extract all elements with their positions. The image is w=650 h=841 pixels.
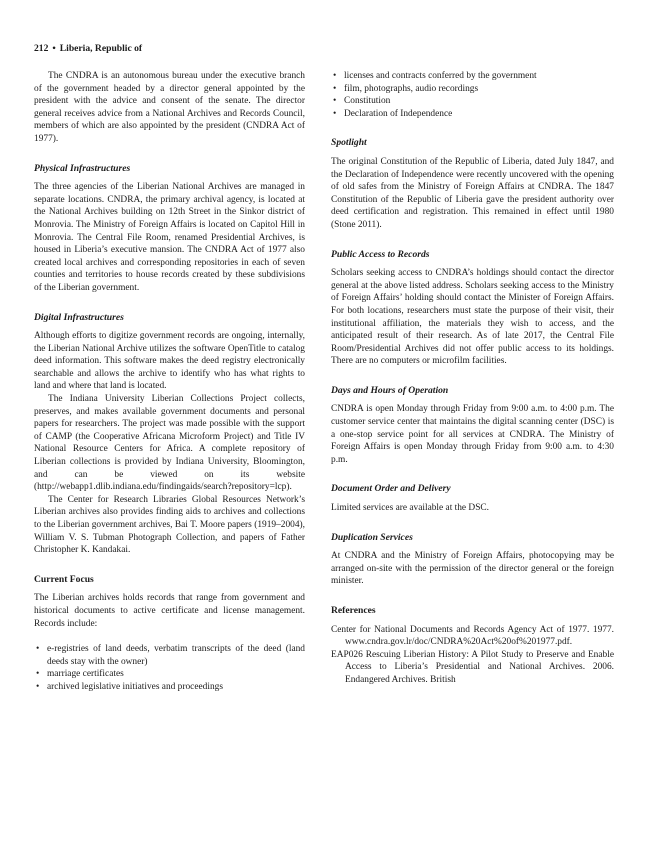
right-column	[331, 70, 614, 687]
physical-infrastructures-heading: Physical Infrastructures	[34, 162, 131, 174]
digital-paragraph-2: The Indiana University Liberian Collections Project collects, preserves, and makes available government documents and personal papers for researchers. The project was made possible with the support of CAMP (the Cooperative Africana Microform Project) and Title IV National Resource Centers for Africa. A complete repository of Liberian collections is provided by Indiana University, Bloomington, and can be viewed on its website (http://webapp1.dlib.indiana.edu/findingaids/search?repository=lcp).	[34, 394, 305, 493]
document-order-body: Limited services are available at the DSC.	[331, 503, 490, 514]
left-column	[34, 70, 305, 694]
current-focus-body: The Liberian archives holds records that range from government and historical documents to active certificate and license management. Records include:	[34, 593, 305, 629]
references-heading: References	[331, 605, 376, 616]
spotlight-heading: Spotlight	[331, 137, 367, 149]
document-order-heading: Document Order and Delivery	[331, 483, 451, 495]
public-access-body: Scholars seeking access to CNDRA’s holdings should contact the director general at the above listed address. Scholars seeking access to the Ministry of Foreign Affairs’ holding should contact the Minister of Foreign Affairs. For both locations, researchers must state the purpose of their visit, their institutional affiliation, the materials they wish to access, and the anticipated result of their research. As of late 2017, the Central File Room/Presidential Archives did not offer public access to its holdings. There are no computers or microfilm facilities.	[331, 268, 614, 367]
reference-entry: Center for National Documents and Records Agency Act of 1977. 1977. www.cndra.gov.lr/doc/CNDRA%20Act%20of%201977.pdf.	[331, 624, 614, 648]
list-item: • Constitution	[333, 96, 391, 107]
duplication-body: At CNDRA and the Ministry of Foreign Affairs, photocopying may be arranged on-site with the permission of the director general or the foreign minister.	[331, 551, 614, 587]
spotlight-body: The original Constitution of the Republic of Liberia, dated July 1847, and the Declaration of Independence were recently uncovered with the opening of old safes from the Ministry of Foreign Affairs at CNDRA. The 1847 Constitution of the Republic of Liberia gave the president authority over deed certification and registration. This remained in effect until 1980 (Stone 2011).	[331, 156, 614, 230]
list-item: • licenses and contracts conferred by the government	[333, 71, 537, 81]
running-title: Liberia, Republic of	[59, 43, 143, 54]
list-item: • archived legislative initiatives and proceedings	[36, 681, 223, 692]
physical-infrastructures-body: The three agencies of the Liberian National Archives are managed in separate locations. CNDRA, the primary archival agency, is located at the National Archives building on 12th Street in the Sinkor district of Monrovia. The Ministry of Foreign Affairs is located on Capitol Hill in Monrovia. The Central File Room, renamed Presidential Archives, is housed in Liberia’s executive mansion. The CNDRA Act of 1977 also created local archives and corresponding repositories in each of seven counties and territories to house records created by these subdivisions of the Liberian government.	[34, 182, 305, 293]
digital-infrastructures-heading: Digital Infrastructures	[34, 311, 124, 323]
digital-paragraph-1: Although efforts to digitize government records are ongoing, internally, the Liberian National Archive utilizes the software OpenTitle to catalog deed information. This software makes the deed registry electronically searchable and allows the archive to identify who has what rights to land and where that land is located.	[34, 331, 305, 392]
list-item: • Declaration of Independence	[333, 108, 453, 119]
digital-paragraph-3: The Center for Research Libraries Global Resources Network’s Liberian archives also provides finding aids to archives and collections to the Liberian government archives, Bai T. Moore papers (1919–2004), William V. S. Tubman Photograph Collection, and papers of Father Christopher K. Kandakai.	[34, 494, 305, 556]
reference-entry: EAP026 Rescuing Liberian History: A Pilot Study to Preserve and Enable Access to Liberia’s Presidential and National Archives. 2006. Endangered Archives. British	[331, 649, 614, 685]
records-list-continued	[331, 70, 614, 120]
list-item: • e-registries of land deeds, verbatim transcripts of the deed (land deeds stay with the owner)	[36, 644, 305, 667]
running-header	[34, 43, 142, 54]
public-access-heading: Public Access to Records	[331, 248, 430, 260]
current-focus-heading: Current Focus	[34, 573, 94, 585]
intro-paragraph: The CNDRA is an autonomous bureau under the executive branch of the government headed by a director general appointed by the president with the advice and consent of the senate. The director general receives advice from a National Archives and Records Council, members of which are also appointed by the president (CNDRA Act of 1977).	[34, 71, 305, 144]
page-number: 212	[34, 43, 49, 54]
duplication-heading: Duplication Services	[331, 531, 413, 543]
list-item: • film, photographs, audio recordings	[333, 83, 479, 94]
records-list	[34, 643, 305, 693]
hours-heading: Days and Hours of Operation	[331, 384, 449, 396]
hours-body: CNDRA is open Monday through Friday from 9:00 a.m. to 4:00 p.m. The customer service center that maintains the digital scanning center (DSC) is a one-stop service point for all services at CNDRA. The Ministry of Foreign Affairs is open Monday through Friday from 9:00 a.m. to 4:30 p.m.	[331, 404, 614, 465]
list-item: • marriage certificates	[36, 669, 124, 680]
header-separator: •	[52, 43, 56, 54]
